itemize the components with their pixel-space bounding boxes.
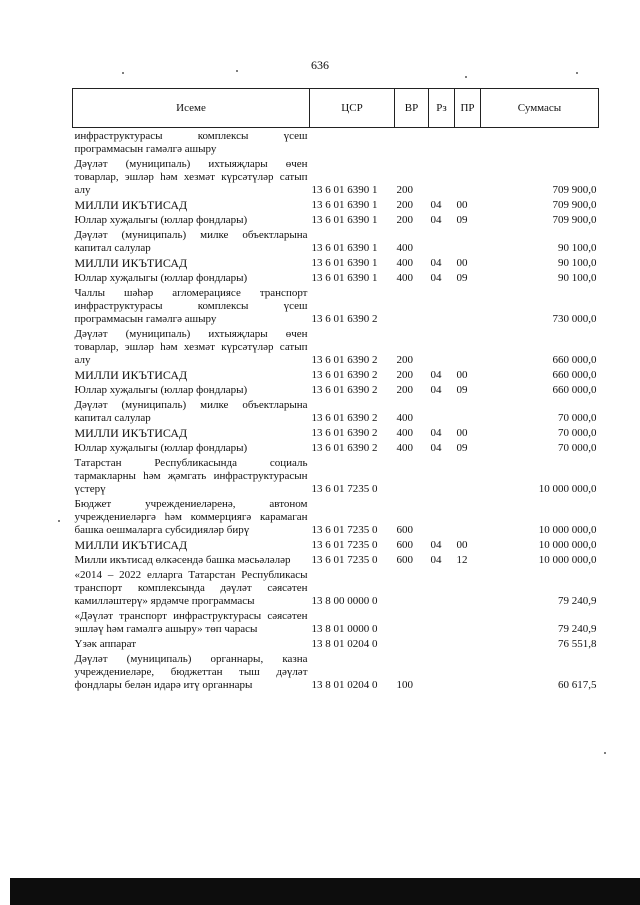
cell-sum: 90 100,0: [558, 257, 597, 269]
cell-rz: 04: [430, 554, 442, 566]
cell-vr: 200: [396, 384, 413, 396]
cell-vr: 600: [396, 539, 413, 551]
cell-pr: [455, 496, 481, 537]
cell-rz: 04: [430, 257, 442, 269]
cell-rz: [429, 227, 455, 255]
cell-vr: 100: [396, 679, 413, 691]
cell-sum: 79 240,9: [558, 623, 597, 635]
table-row: [73, 255, 599, 270]
cell-csr: 13 6 01 7235 0: [311, 524, 378, 536]
cell-vr: 200: [396, 214, 413, 226]
cell-sum: 79 240,9: [558, 595, 597, 607]
table-row: [73, 227, 599, 255]
cell-name: МИЛЛИ ИКЪТИСАД: [74, 538, 188, 552]
cell-rz: 04: [430, 272, 442, 284]
table-row: [73, 367, 599, 382]
table-row: [73, 382, 599, 397]
cell-csr: 13 8 01 0000 0: [311, 623, 378, 635]
cell-rz: 04: [430, 214, 442, 226]
cell-rz: 04: [430, 199, 442, 211]
cell-name: Юллар хуҗалыгы (юллар фондлары): [74, 384, 248, 396]
cell-name: Дәүләт (муниципаль) милке объектларына капитал салулар: [74, 399, 308, 424]
cell-pr: [455, 397, 481, 425]
cell-sum: 70 000,0: [558, 427, 597, 439]
cell-name: «2014 – 2022 елларга Татарстан Республикасы транспорт комплексында дәүләт сәясәтен камилләштерү» ярдәмче программасы: [74, 569, 308, 607]
page-number: 636: [311, 58, 329, 72]
cell-vr: 200: [396, 354, 413, 366]
cell-sum: 70 000,0: [558, 442, 597, 454]
cell-csr: 13 8 01 0204 0: [311, 679, 378, 691]
header-vr: ВР: [395, 89, 429, 128]
cell-csr: 13 6 01 6390 2: [311, 427, 378, 439]
cell-vr: 600: [396, 524, 413, 536]
cell-pr: [455, 608, 481, 636]
cell-name: инфраструктурасы комплексы үсеш программасын гамәлгә ашыру: [74, 130, 308, 155]
cell-sum: 90 100,0: [558, 242, 597, 254]
cell-pr: 09: [456, 272, 468, 284]
header-csr: ЦСР: [310, 89, 395, 128]
cell-sum: 10 000 000,0: [538, 539, 597, 551]
cell-name: Татарстан Республикасында социаль тармакларны һәм җәмгать инфраструктурасын үстерү: [74, 457, 308, 495]
cell-sum: 709 900,0: [552, 214, 597, 226]
cell-name: «Дәүләт транспорт инфраструктурасы сәясәтен эшләү һәм гамәлгә ашыру» төп чарасы: [74, 610, 308, 635]
cell-vr: 400: [396, 427, 413, 439]
table-row: [73, 651, 599, 692]
cell-rz: 04: [430, 427, 442, 439]
cell-pr: [455, 326, 481, 367]
table-row: [73, 156, 599, 197]
cell-csr: 13 6 01 6390 2: [311, 442, 378, 454]
cell-sum: [481, 128, 599, 157]
cell-csr: 13 6 01 6390 2: [311, 412, 378, 424]
cell-csr: 13 8 00 0000 0: [311, 595, 378, 607]
cell-vr: [395, 636, 429, 651]
cell-name: Үзәк аппарат: [74, 638, 137, 650]
table-row: [73, 425, 599, 440]
cell-rz: [429, 636, 455, 651]
cell-pr: [455, 636, 481, 651]
cell-vr: [395, 567, 429, 608]
cell-csr: 13 6 01 6390 1: [311, 214, 378, 226]
cell-rz: 04: [430, 442, 442, 454]
cell-name: МИЛЛИ ИКЪТИСАД: [74, 256, 188, 270]
cell-name: МИЛЛИ ИКЪТИСАД: [74, 368, 188, 382]
cell-pr: 12: [456, 554, 468, 566]
table-row: [73, 496, 599, 537]
cell-csr: 13 6 01 6390 2: [311, 384, 378, 396]
cell-sum: 10 000 000,0: [538, 483, 597, 495]
table-row: [73, 440, 599, 455]
cell-pr: 00: [456, 257, 468, 269]
header-rz: Рз: [429, 89, 455, 128]
budget-table: [72, 88, 599, 692]
scan-bottom-edge: [10, 878, 640, 905]
table-body: [73, 128, 599, 693]
cell-rz: 04: [430, 539, 442, 551]
cell-vr: 400: [396, 242, 413, 254]
table-row: [73, 128, 599, 157]
cell-pr: 09: [456, 214, 468, 226]
cell-vr: 200: [396, 184, 413, 196]
cell-rz: 04: [430, 369, 442, 381]
cell-vr: [395, 285, 429, 326]
cell-sum: 60 617,5: [558, 679, 597, 691]
cell-pr: [455, 455, 481, 496]
cell-vr: 600: [396, 554, 413, 566]
cell-rz: [429, 455, 455, 496]
cell-rz: [429, 397, 455, 425]
table-row: [73, 567, 599, 608]
cell-csr: 13 6 01 6390 1: [311, 184, 378, 196]
cell-sum: 76 551,8: [558, 638, 597, 650]
cell-csr: 13 6 01 7235 0: [311, 483, 378, 495]
table-row: [73, 397, 599, 425]
cell-name: Чаллы шәһәр агломерациясе транспорт инфраструктурасы комплексы үсеш программасын гамәлгә ашыру: [74, 287, 308, 325]
cell-csr: 13 8 01 0204 0: [311, 638, 378, 650]
cell-rz: [429, 128, 455, 157]
scan-speck: [58, 520, 60, 522]
cell-pr: 00: [456, 539, 468, 551]
cell-rz: [429, 156, 455, 197]
cell-rz: [429, 285, 455, 326]
cell-pr: [455, 651, 481, 692]
scan-speck: [122, 72, 124, 74]
cell-sum: 90 100,0: [558, 272, 597, 284]
cell-rz: [429, 567, 455, 608]
cell-pr: [455, 285, 481, 326]
cell-sum: 660 000,0: [552, 354, 597, 366]
table-row: [73, 455, 599, 496]
table-row: [73, 197, 599, 212]
cell-csr: 13 6 01 6390 1: [311, 242, 378, 254]
table-row: [73, 552, 599, 567]
cell-csr: [310, 128, 395, 157]
cell-name: Юллар хуҗалыгы (юллар фондлары): [74, 272, 248, 284]
cell-sum: 660 000,0: [552, 369, 597, 381]
cell-sum: 10 000 000,0: [538, 554, 597, 566]
cell-pr: [455, 156, 481, 197]
table-row: [73, 270, 599, 285]
cell-pr: [455, 567, 481, 608]
cell-name: Милли икътисад өлкәсендә башка мәсьәләләр: [74, 554, 291, 566]
cell-csr: 13 6 01 6390 1: [311, 272, 378, 284]
cell-name: Дәүләт (муниципаль) ихтыяҗлары өчен товарлар, эшләр һәм хезмәт күрсәтүләр сатып алу: [74, 158, 308, 196]
cell-vr: [395, 128, 429, 157]
cell-name: Дәүләт (муниципаль) милке объектларына капитал салулар: [74, 229, 308, 254]
cell-vr: [395, 608, 429, 636]
table-row: [73, 212, 599, 227]
table-row: [73, 285, 599, 326]
cell-pr: 00: [456, 199, 468, 211]
table-header-row: [73, 89, 599, 128]
cell-name: Дәүләт (муниципаль) ихтыяҗлары өчен товарлар, эшләр һәм хезмәт күрсәтүләр сатып алу: [74, 328, 308, 366]
header-sum: Суммасы: [481, 89, 599, 128]
header-pr: ПР: [455, 89, 481, 128]
cell-csr: 13 6 01 6390 2: [311, 313, 378, 325]
cell-pr: 00: [456, 369, 468, 381]
cell-csr: 13 6 01 7235 0: [311, 554, 378, 566]
table-row: [73, 636, 599, 651]
cell-csr: 13 6 01 6390 1: [311, 257, 378, 269]
cell-vr: 400: [396, 442, 413, 454]
cell-rz: [429, 651, 455, 692]
cell-name: Юллар хуҗалыгы (юллар фондлары): [74, 442, 248, 454]
cell-sum: 730 000,0: [552, 313, 597, 325]
cell-pr: 09: [456, 384, 468, 396]
scan-speck: [236, 70, 238, 72]
table-row: [73, 326, 599, 367]
cell-csr: 13 6 01 6390 1: [311, 199, 378, 211]
cell-sum: 709 900,0: [552, 199, 597, 211]
cell-rz: [429, 608, 455, 636]
cell-vr: 400: [396, 412, 413, 424]
cell-vr: 400: [396, 257, 413, 269]
cell-rz: [429, 326, 455, 367]
cell-sum: 660 000,0: [552, 384, 597, 396]
cell-csr: 13 6 01 7235 0: [311, 539, 378, 551]
table-row: [73, 537, 599, 552]
cell-name: Бюджет учреждениеләренә, автоном учреждениеләргә һәм коммерциягә карамаган башка оешмаларга субсидияләр бирү: [74, 498, 308, 536]
cell-pr: [455, 128, 481, 157]
cell-pr: [455, 227, 481, 255]
cell-rz: 04: [430, 384, 442, 396]
cell-sum: 10 000 000,0: [538, 524, 597, 536]
scan-speck: [604, 752, 606, 754]
header-name: Исеме: [73, 89, 310, 128]
scan-speck: [465, 76, 467, 78]
scan-speck: [576, 72, 578, 74]
cell-pr: 00: [456, 427, 468, 439]
cell-sum: 709 900,0: [552, 184, 597, 196]
cell-pr: 09: [456, 442, 468, 454]
cell-vr: [395, 455, 429, 496]
cell-name: Дәүләт (муниципаль) органнары, казна учреждениеләре, бюджеттан тыш дәүләт фондлары белән идарә итү органнары: [74, 653, 308, 691]
cell-csr: 13 6 01 6390 2: [311, 354, 378, 366]
cell-csr: 13 6 01 6390 2: [311, 369, 378, 381]
cell-vr: 400: [396, 272, 413, 284]
table-row: [73, 608, 599, 636]
cell-rz: [429, 496, 455, 537]
cell-name: МИЛЛИ ИКЪТИСАД: [74, 426, 188, 440]
cell-name: Юллар хуҗалыгы (юллар фондлары): [74, 214, 248, 226]
cell-vr: 200: [396, 369, 413, 381]
cell-name: МИЛЛИ ИКЪТИСАД: [74, 198, 188, 212]
cell-sum: 70 000,0: [558, 412, 597, 424]
cell-vr: 200: [396, 199, 413, 211]
